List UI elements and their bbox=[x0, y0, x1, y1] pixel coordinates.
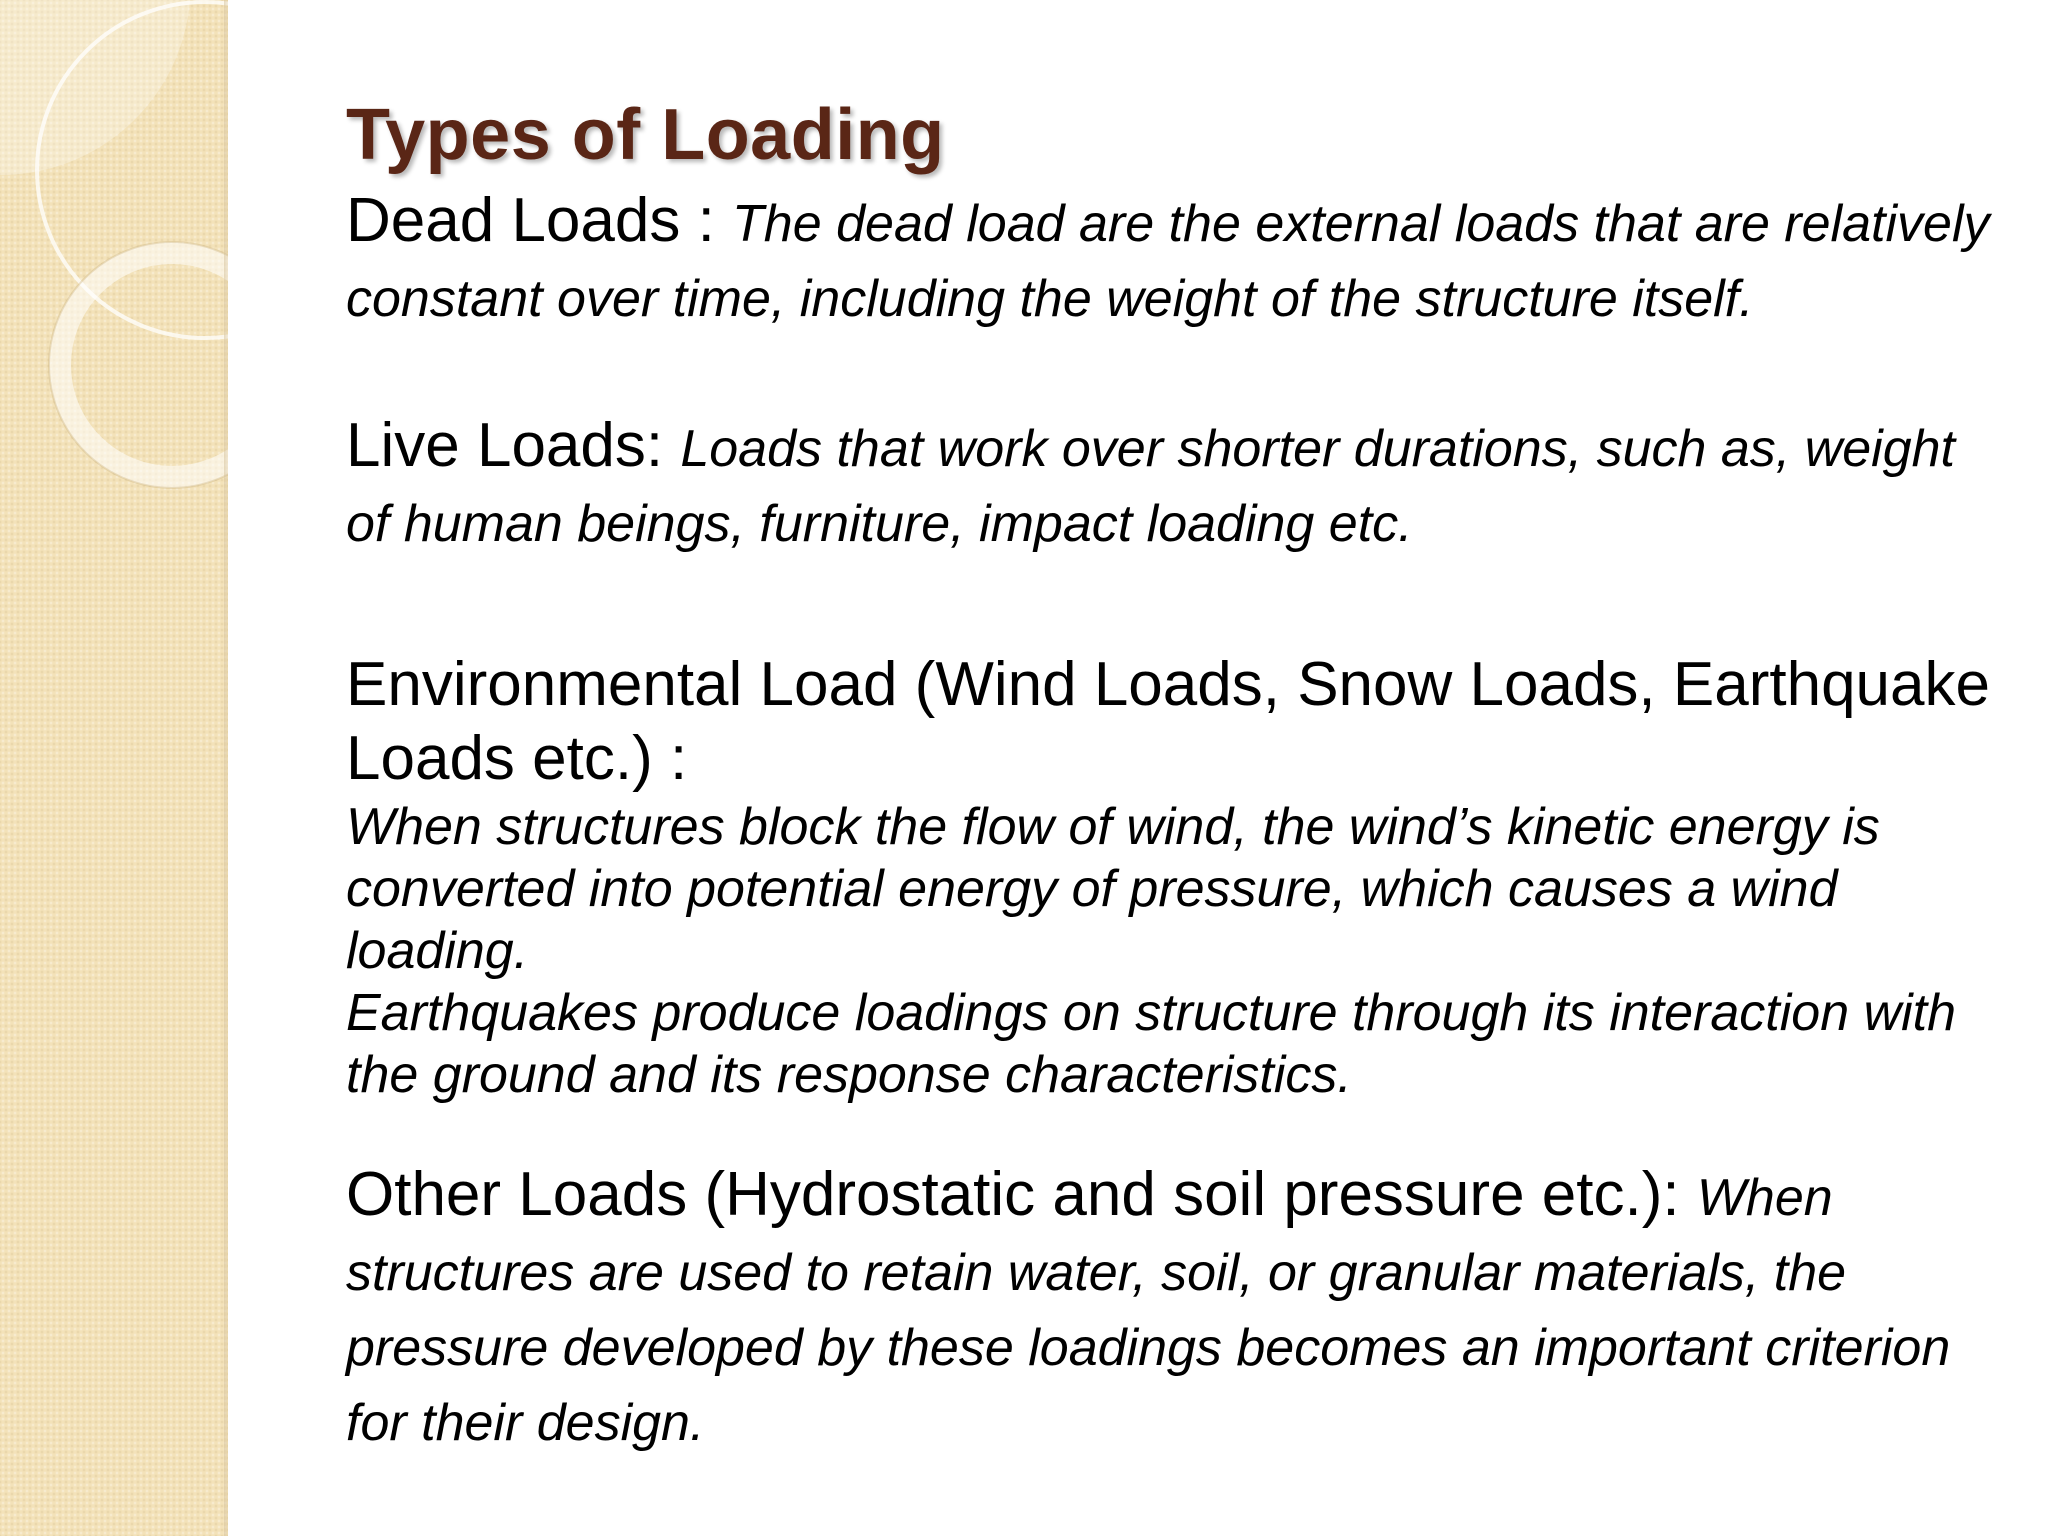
section-dead-loads bbox=[346, 186, 2006, 343]
environmental-load-term: Environmental Load (Wind Loads, Snow Loads, Earthquake Loads etc.) : bbox=[346, 650, 1990, 793]
dead-loads-term: Dead Loads : bbox=[346, 186, 733, 255]
live-loads-term: Live Loads: bbox=[346, 411, 681, 480]
live-loads-description: Loads that work over shorter durations, such as, weight of human beings, furniture, impact loading etc. bbox=[346, 420, 1956, 553]
environmental-earthquake-description: Earthquakes produce loadings on structure through its interaction with the ground and its response characteristics. bbox=[346, 984, 1957, 1104]
decorative-rings-graphic bbox=[0, 0, 228, 1536]
sidebar-shadow-edge bbox=[224, 0, 228, 1536]
section-environmental-load bbox=[346, 648, 2006, 1106]
decorative-sidebar bbox=[0, 0, 228, 1536]
section-other-loads bbox=[346, 1160, 2006, 1467]
slide-content bbox=[346, 90, 2006, 1467]
other-loads-term: Other Loads (Hydrostatic and soil pressure etc.): bbox=[346, 1160, 1697, 1229]
decorative-ring-thick bbox=[60, 253, 228, 477]
decorative-corner-arc bbox=[0, 0, 190, 175]
environmental-wind-description: When structures block the flow of wind, the wind’s kinetic energy is converted into potential energy of pressure, which causes a wind loading. bbox=[346, 798, 1880, 980]
other-loads-description: When structures are used to retain water, soil, or granular materials, the pressure developed by these loadings becomes an important criterion for their design. bbox=[346, 1169, 1951, 1452]
dead-loads-description: The dead load are the external loads that are relatively constant over time, including the weight of the structure itself. bbox=[346, 195, 1990, 328]
slide-title: Types of Loading bbox=[346, 95, 945, 175]
section-live-loads bbox=[346, 411, 2006, 568]
